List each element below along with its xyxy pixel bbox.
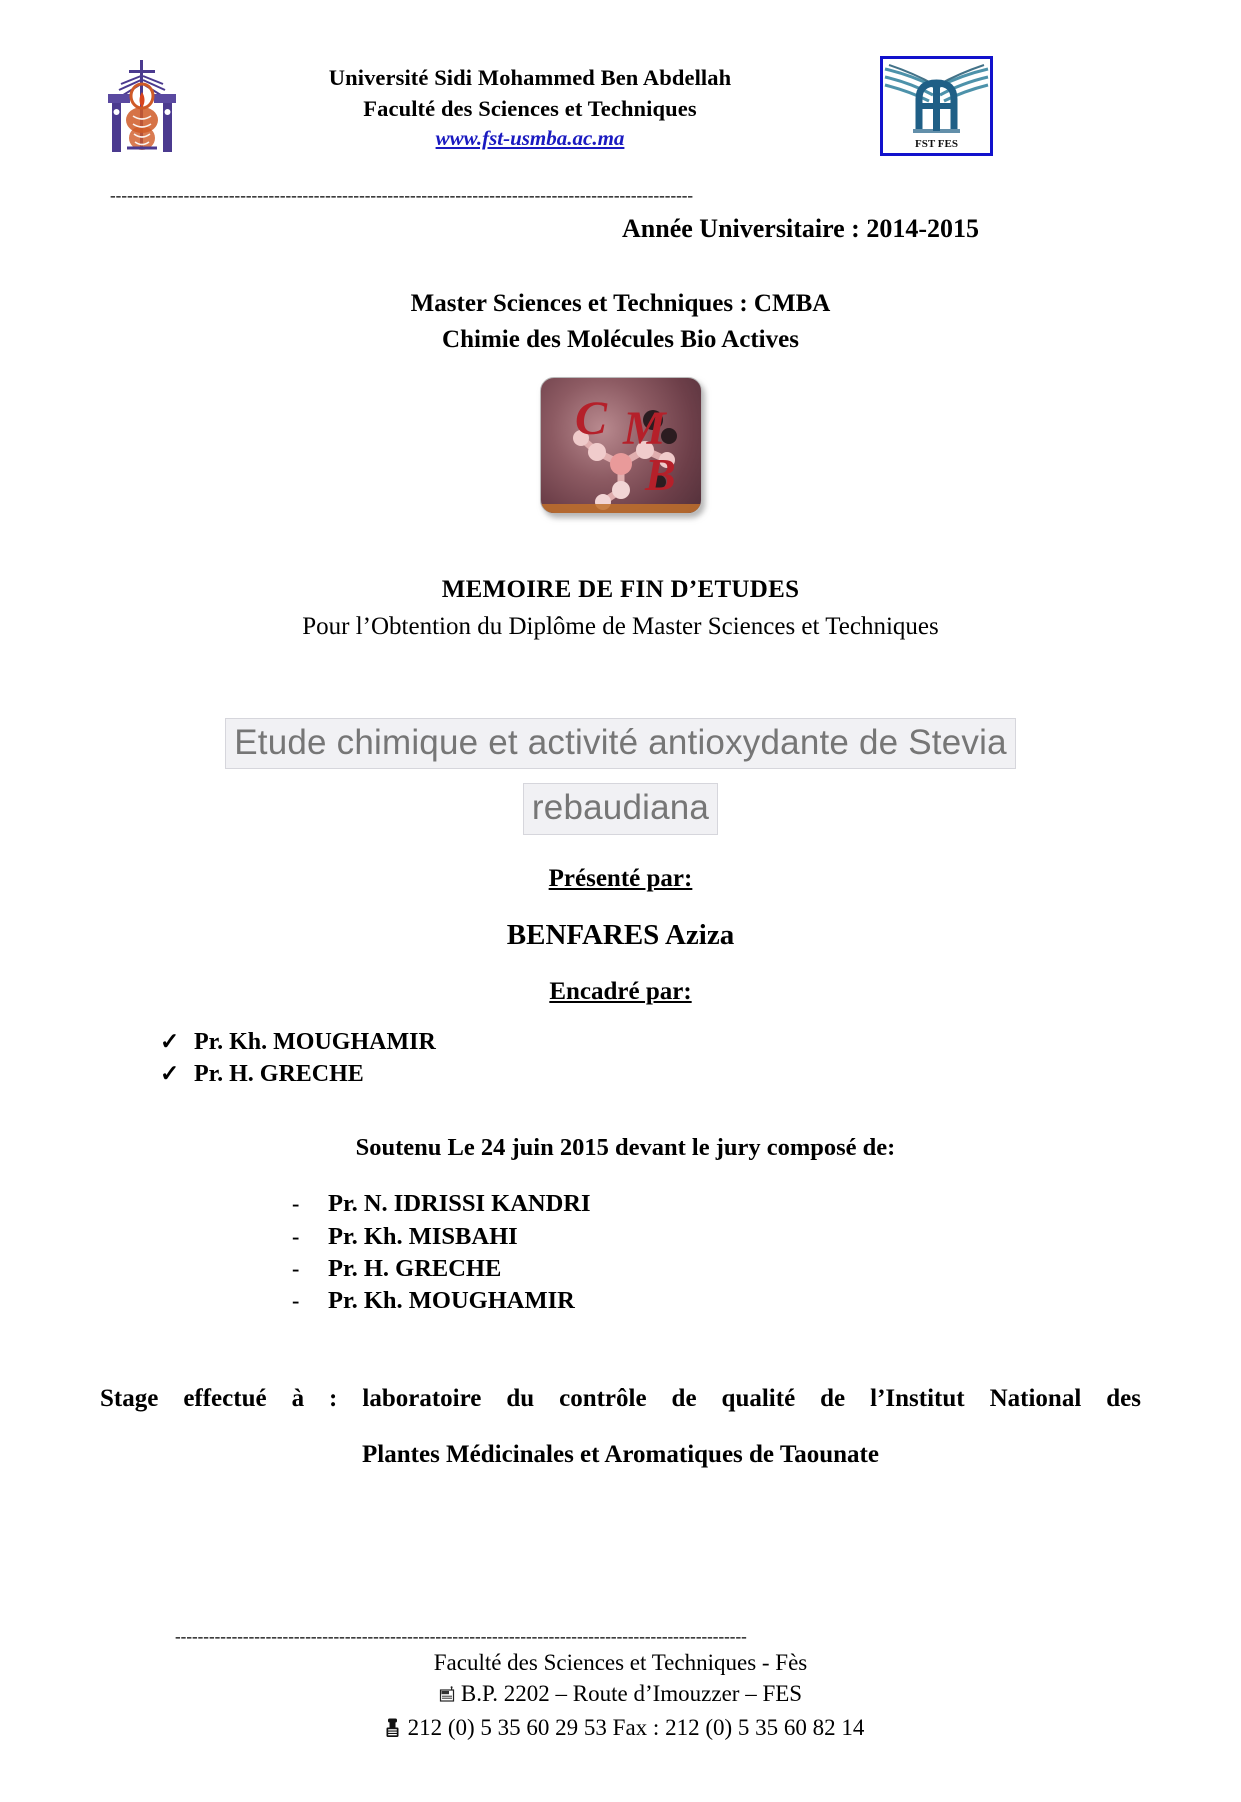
cmba-logo [540,377,702,514]
usmba-crest-icon [103,52,181,160]
fst-fes-logo [880,56,993,156]
internship-line2: Plantes Médicinales et Aromatiques de Taounate [362,1440,879,1468]
fst-fes-caption: FST FES [915,138,958,150]
footer-address: B.P. 2202 – Route d’Imouzzer – FES [460,1681,803,1707]
page-footer [0,1627,1241,1746]
list-item [292,1188,1241,1220]
cmba-logo-wrap [0,377,1241,519]
cmba-letter-c: C [574,391,607,445]
document-page [0,48,1241,1802]
dash-bullet-icon: - [292,1255,300,1281]
thesis-title-block [0,718,1241,836]
faculty-name: Faculté des Sciences et Techniques [363,96,697,122]
page-header [0,48,1241,178]
dash-bullet-icon: - [292,1223,300,1249]
internship-line1: Stage effectué à : laboratoire du contrôle de qualité de l’Institut National des [100,1384,1141,1412]
author-name: BENFARES Aziza [506,919,735,951]
check-icon: ✓ [160,1061,180,1087]
list-item [292,1221,1241,1253]
dash-bullet-icon: - [292,1288,300,1314]
internship-block [100,1384,1141,1470]
memoire-subheading: Pour l’Obtention du Diplôme de Master Sciences et Techniques [302,613,939,640]
master-program-title: Master Sciences et Techniques : CMBA [410,290,831,317]
memoire-heading: MEMOIRE DE FIN D’ETUDES [441,575,800,603]
footer-phone: 212 (0) 5 35 60 29 53 Fax : 212 (0) 5 35 60 82 14 [407,1714,865,1740]
defense-line: Soutenu Le 24 juin 2015 devant le jury composé de: [355,1134,896,1162]
presented-by-block [0,865,1241,1006]
telephone-icon [385,1715,400,1746]
header-divider: ------------------------------------------------------------------------------------------------------- [110,186,694,205]
list-item [160,1026,1241,1058]
cmba-letter-m: M [622,401,666,455]
jury-member-name: Pr. Kh. MOUGHAMIR [328,1287,575,1315]
faculty-website-link[interactable]: www.fst-usmba.ac.ma [435,126,625,151]
jury-member-name: Pr. Kh. MISBAHI [328,1222,518,1250]
supervised-by-label: Encadré par: [549,978,692,1005]
master-program-subtitle: Chimie des Molécules Bio Actives [442,326,799,354]
presented-by-label: Présenté par: [548,865,693,892]
list-item [292,1253,1241,1285]
master-program-block [0,286,1241,359]
footer-faculty: Faculté des Sciences et Techniques - Fès [433,1650,808,1676]
supervisor-list [160,1026,1241,1090]
jury-list [292,1188,1241,1317]
cmba-letter-b: B [644,448,676,500]
memoire-block [0,571,1241,646]
header-institution-block [200,62,860,153]
jury-member-name: Pr. N. IDRISSI KANDRI [328,1190,591,1218]
academic-year: Année Universitaire : 2014-2015 [622,214,979,243]
thesis-title-line2: rebaudiana [523,783,718,835]
mailbox-icon [439,1680,456,1711]
check-icon: ✓ [160,1029,180,1054]
supervisor-name: Pr. Kh. MOUGHAMIR [194,1029,436,1055]
jury-member-name: Pr. H. GRECHE [328,1254,502,1282]
supervisor-name: Pr. H. GRECHE [194,1061,364,1088]
footer-phone-row [0,1712,1241,1746]
dash-bullet-icon: - [292,1191,300,1217]
footer-divider: ----------------------------------------------------------------------------------------------------- [175,1627,747,1647]
list-item [160,1058,1241,1090]
university-name: Université Sidi Mohammed Ben Abdellah [328,65,732,90]
thesis-title-line1: Etude chimique et activité antioxydante de Stevia [225,718,1016,770]
footer-address-row [0,1678,1241,1711]
list-item [292,1285,1241,1317]
